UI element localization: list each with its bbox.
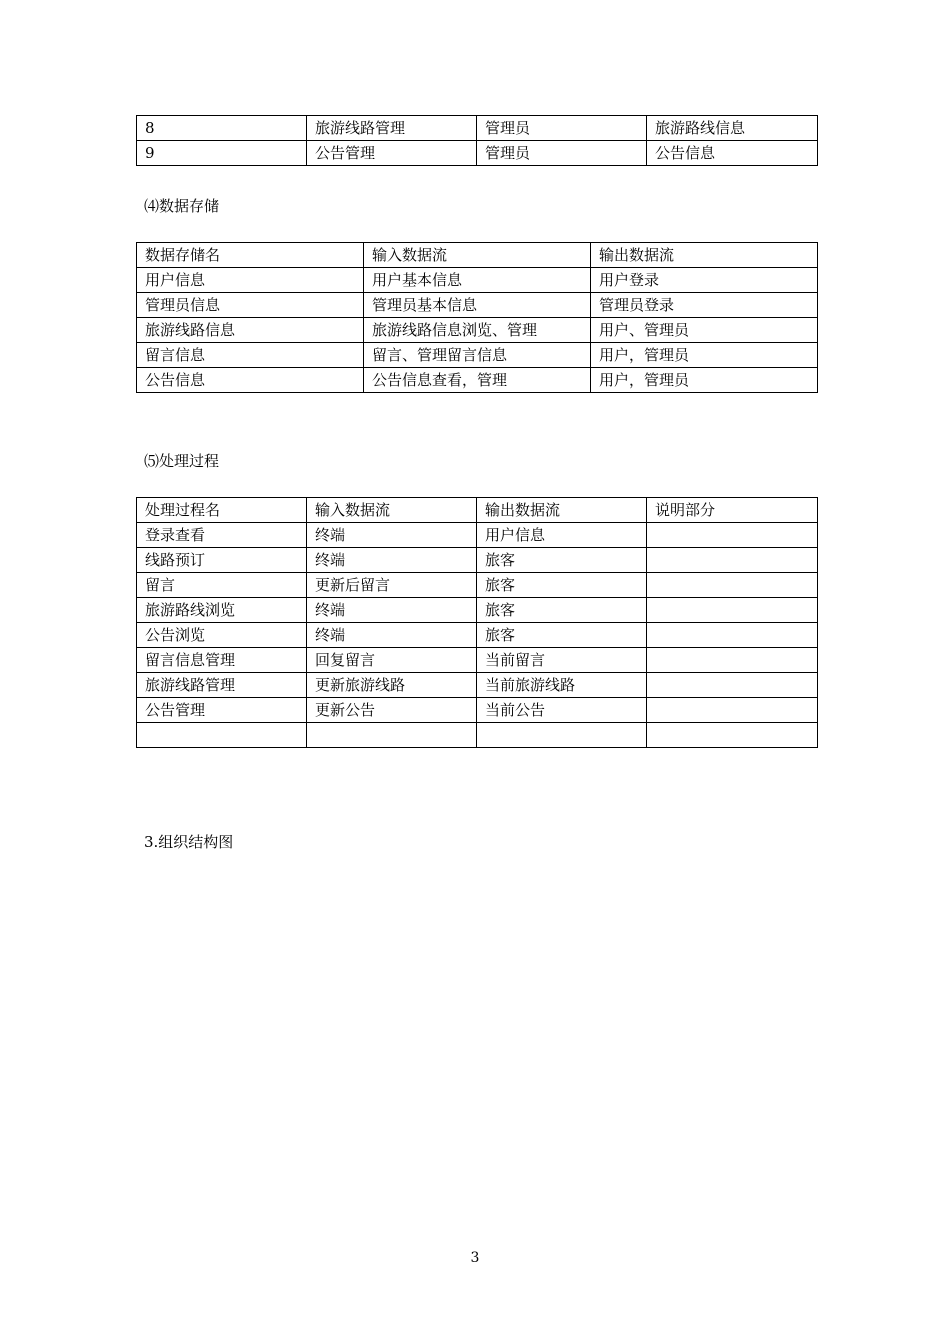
table-cell: 管理员基本信息 xyxy=(364,293,591,318)
table-cell: 留言信息管理 xyxy=(137,648,307,673)
table-cell: 留言 xyxy=(137,573,307,598)
table-cell: 公告信息 xyxy=(647,141,818,166)
table-cell: 线路预订 xyxy=(137,548,307,573)
page-number: 3 xyxy=(470,1250,480,1266)
table-row xyxy=(137,293,818,318)
table-cell: 旅游线路信息 xyxy=(137,318,364,343)
table-cell: 用户，管理员 xyxy=(591,343,818,368)
table-cell: 数据存储名 xyxy=(137,243,364,268)
table-cell: 用户、管理员 xyxy=(591,318,818,343)
table-cell: 8 xyxy=(137,116,307,141)
table-cell: 终端 xyxy=(307,548,477,573)
table-cell xyxy=(647,648,818,673)
table-cell: 旅游线路管理 xyxy=(307,116,477,141)
table-row xyxy=(137,598,818,623)
table-cell: 管理员信息 xyxy=(137,293,364,318)
table-row xyxy=(137,648,818,673)
table-cell: 旅客 xyxy=(477,573,647,598)
table-cell: 终端 xyxy=(307,623,477,648)
table-cell: 更新后留言 xyxy=(307,573,477,598)
table-cell: 输出数据流 xyxy=(591,243,818,268)
table-cell: 留言信息 xyxy=(137,343,364,368)
table-cell: 输入数据流 xyxy=(307,498,477,523)
table-cell: 公告信息查看，管理 xyxy=(364,368,591,393)
table-cell: 用户登录 xyxy=(591,268,818,293)
table-cell: 说明部分 xyxy=(647,498,818,523)
table-cell: 终端 xyxy=(307,598,477,623)
table-row xyxy=(137,523,818,548)
table-cell xyxy=(647,598,818,623)
table-row xyxy=(137,318,818,343)
table-cell: 旅客 xyxy=(477,623,647,648)
table-cell xyxy=(647,698,818,723)
table-cell: 处理过程名 xyxy=(137,498,307,523)
table-cell: 管理员 xyxy=(477,141,647,166)
table-cell: 登录查看 xyxy=(137,523,307,548)
table-row xyxy=(137,498,818,523)
table-row xyxy=(137,548,818,573)
data-storage-table xyxy=(136,242,818,393)
table-cell xyxy=(647,548,818,573)
table-cell: 管理员登录 xyxy=(591,293,818,318)
table-row xyxy=(137,268,818,293)
table-cell: 当前公告 xyxy=(477,698,647,723)
table-row xyxy=(137,723,818,748)
table-cell: 终端 xyxy=(307,523,477,548)
table-cell: 当前留言 xyxy=(477,648,647,673)
section-heading-org-chart: 3.组织结构图 xyxy=(144,833,234,851)
table-cell: 回复留言 xyxy=(307,648,477,673)
table-cell: 更新公告 xyxy=(307,698,477,723)
table-cell: 旅游线路信息浏览、管理 xyxy=(364,318,591,343)
table-cell: 旅客 xyxy=(477,598,647,623)
table-cell xyxy=(307,723,477,748)
table-cell: 公告浏览 xyxy=(137,623,307,648)
table-cell: 输出数据流 xyxy=(477,498,647,523)
table-row xyxy=(137,623,818,648)
table-row xyxy=(137,141,818,166)
process-table-continued xyxy=(136,115,818,166)
table-cell: 公告信息 xyxy=(137,368,364,393)
table-cell: 用户信息 xyxy=(477,523,647,548)
table-cell: 旅游路线浏览 xyxy=(137,598,307,623)
table-cell: 公告管理 xyxy=(307,141,477,166)
table-cell: 用户基本信息 xyxy=(364,268,591,293)
table-cell: 旅游路线信息 xyxy=(647,116,818,141)
section-heading-processing: ⑸处理过程 xyxy=(144,452,220,470)
section-heading-data-storage: ⑷数据存储 xyxy=(144,197,220,215)
table-cell xyxy=(137,723,307,748)
table-cell: 当前旅游线路 xyxy=(477,673,647,698)
table-cell: 留言、管理留言信息 xyxy=(364,343,591,368)
table-cell: 旅客 xyxy=(477,548,647,573)
table-cell: 输入数据流 xyxy=(364,243,591,268)
table-cell: 9 xyxy=(137,141,307,166)
table-cell xyxy=(647,523,818,548)
table-cell: 用户，管理员 xyxy=(591,368,818,393)
table-cell xyxy=(647,573,818,598)
table-row xyxy=(137,243,818,268)
table-row xyxy=(137,343,818,368)
table-row xyxy=(137,368,818,393)
table-cell: 更新旅游线路 xyxy=(307,673,477,698)
processing-table xyxy=(136,497,818,748)
table-cell xyxy=(647,673,818,698)
table-row xyxy=(137,698,818,723)
table-cell: 管理员 xyxy=(477,116,647,141)
table-cell xyxy=(647,623,818,648)
table-row xyxy=(137,573,818,598)
table-row xyxy=(137,673,818,698)
table-cell: 旅游线路管理 xyxy=(137,673,307,698)
table-row xyxy=(137,116,818,141)
table-cell xyxy=(647,723,818,748)
table-cell: 公告管理 xyxy=(137,698,307,723)
table-cell xyxy=(477,723,647,748)
table-cell: 用户信息 xyxy=(137,268,364,293)
